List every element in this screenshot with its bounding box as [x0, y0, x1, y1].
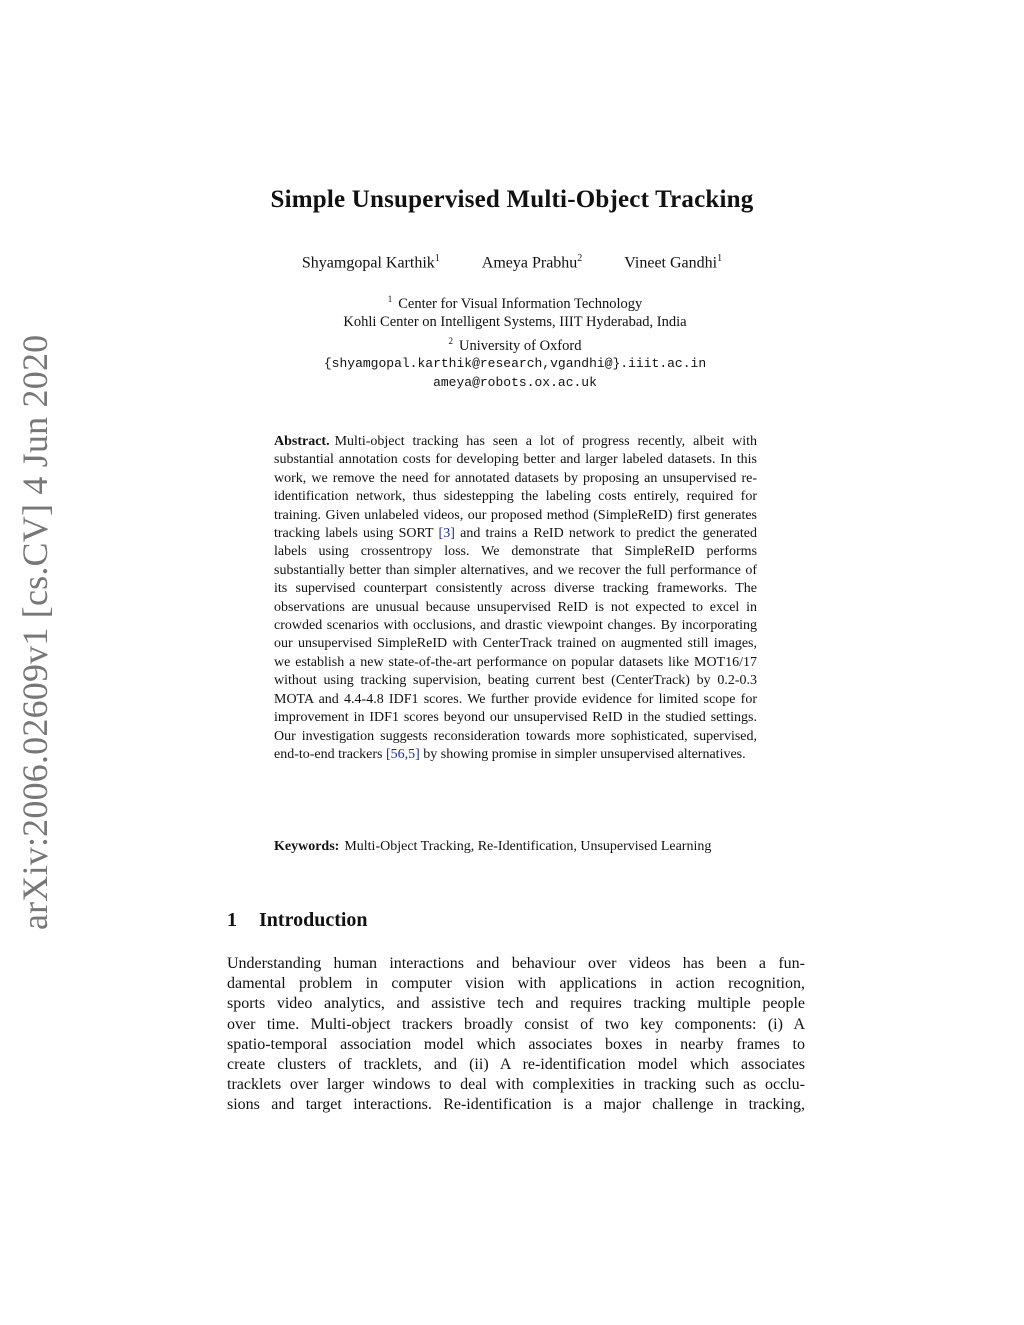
affiliations	[0, 290, 1024, 393]
section-number: 1	[227, 909, 237, 931]
abstract-text: and trains a ReID network to predict the generated labels using crossentropy loss. We demonstrate that SimpleReID performs substantially better than simpler alternatives, and we recover the full performance of its supervised counterpart consistently across diverse tracking frameworks. The observations are unusual because unsupervised ReID is not expected to excel in crowded scenarios with occlusions, and drastic viewpoint changes. By incorporating our unsupervised SimpleReID with CenterTrack trained on augmented still images, we establish a new state-of-the-art performance on popular datasets like MOT16/17 without using tracking supervision, beating current best (CenterTrack) by 0.2-0.3 MOTA and 4.4-4.8 IDF1 scores. We further provide evidence for limited scope for improvement in IDF1 scores beyond our unsupervised ReID in the studied settings. Our investigation suggests reconsideration towards more sophisticated, supervised, end-to-end trackers	[274, 526, 758, 762]
body-line: create clusters of tracklets, and (ii) A re-identification model which associates	[227, 1056, 805, 1074]
author-name: Vineet Gandhi	[624, 254, 718, 272]
email-line: {shyamgopal.karthik@research,vgandhi@}.iiit.ac.in	[323, 356, 707, 372]
introduction-body	[227, 954, 805, 1116]
abstract-label: Abstract.	[274, 434, 330, 449]
affiliation-text: Center for Visual Information Technology	[398, 295, 643, 312]
author-name: Shyamgopal Karthik	[301, 254, 435, 272]
keywords-text: Multi-Object Tracking, Re-Identification, Unsupervised Learning	[344, 839, 712, 854]
author-name: Ameya Prabhu	[481, 254, 578, 272]
body-line: sports video analytics, and assistive tech and requires tracking multiple people	[227, 995, 805, 1013]
affiliation-marker: 1	[717, 253, 723, 264]
abstract	[274, 433, 757, 764]
affiliation-line	[0, 332, 1024, 355]
affiliation-text: University of Oxford	[459, 337, 582, 354]
affiliation-marker: 1	[434, 253, 440, 264]
affiliation-line	[0, 290, 1024, 313]
affiliation-marker: 1	[387, 294, 393, 304]
section-title: Introduction	[259, 909, 368, 931]
body-line: damental problem in computer vision with applications in action recognition,	[227, 975, 805, 993]
section-heading	[227, 909, 368, 932]
author	[302, 253, 440, 272]
citation-link[interactable]: [56,5]	[385, 746, 420, 762]
abstract-text: by showing promise in simpler unsupervised alternatives.	[423, 746, 746, 762]
author	[482, 253, 583, 272]
body-line: Understanding human interactions and behaviour over videos has been a fun-	[227, 955, 805, 972]
affiliation-line: Kohli Center on Intelligent Systems, IIIT Hyderabad, India	[343, 314, 687, 331]
affiliation-marker: 2	[577, 253, 583, 264]
keywords	[274, 838, 769, 856]
body-line: over time. Multi-object trackers broadly consist of two key components: (i) A	[227, 1015, 805, 1033]
author-list	[0, 253, 1024, 272]
body-line: sions and target interactions. Re-identification is a major challenge in tracking,	[227, 1096, 805, 1114]
author	[624, 253, 722, 272]
citation-link[interactable]: [3]	[438, 526, 455, 542]
email-line: ameya@robots.ox.ac.uk	[433, 375, 597, 391]
arxiv-identifier: arXiv:2006.02609v1 [cs.CV] 4 Jun 2020	[15, 334, 55, 930]
affiliation-marker: 2	[448, 336, 454, 347]
body-line: spatio-temporal association model which associates boxes in nearby frames to	[227, 1035, 805, 1053]
paper-title: Simple Unsupervised Multi-Object Tracking	[270, 186, 754, 213]
keywords-label: Keywords:	[274, 839, 340, 854]
body-line: tracklets over larger windows to deal with complexities in tracking such as occlu-	[227, 1076, 805, 1094]
abstract-text: Multi-object tracking has seen a lot of progress recently, albeit with substantial annotation costs for developing better and larger labeled datasets. In this work, we remove the need for annotated datasets by proposing an unsupervised re-identification network, thus sidestepping the labeling costs entirely, required for training. Given unlabeled videos, our proposed method (SimpleReID) first generates tracking labels using SORT	[274, 434, 757, 542]
